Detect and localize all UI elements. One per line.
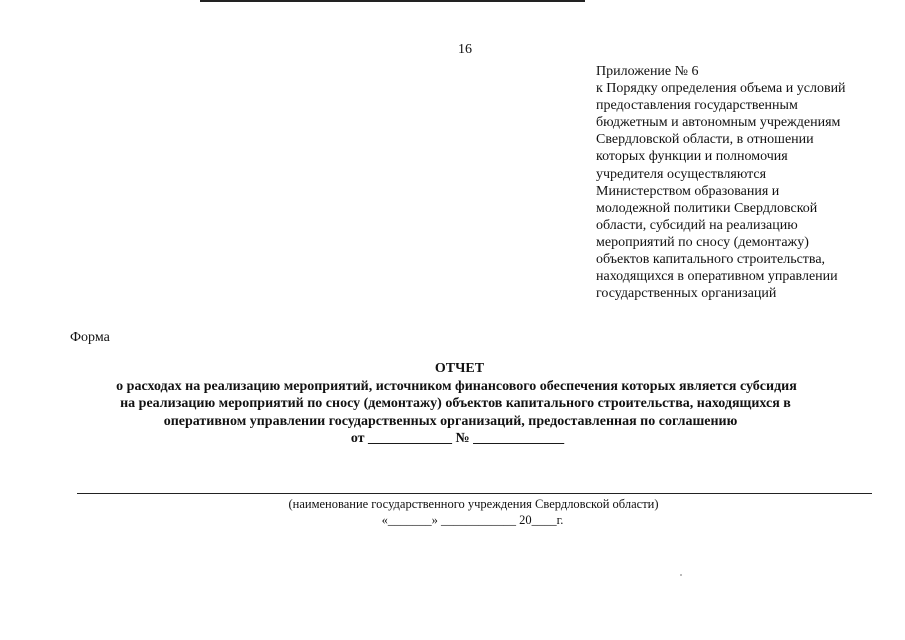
appendix-line: находящихся в оперативном управлении: [596, 269, 838, 285]
appendix-line: мероприятий по сносу (демонтажу): [596, 234, 809, 250]
top-border-line: [200, 0, 585, 2]
appendix-line: молодежной политики Свердловской: [596, 200, 818, 216]
form-label: Форма: [70, 330, 110, 345]
appendix-line: объектов капитального строительства,: [596, 252, 826, 268]
page-number: 16: [458, 42, 472, 57]
appendix-line: предоставления государственным: [596, 98, 798, 114]
appendix-line: которых функции и полномочия: [596, 149, 788, 165]
report-date-line: [0, 513, 905, 528]
institution-name-field-line: [77, 493, 872, 494]
appendix-line: бюджетным и автономным учреждениям: [596, 115, 841, 131]
appendix-line: Приложение № 6: [596, 64, 699, 79]
report-title: ОТЧЕТ: [434, 361, 485, 376]
institution-name-caption: [0, 497, 905, 512]
appendix-line: Свердловской области, в отношении: [596, 132, 814, 148]
appendix-note: [596, 63, 891, 302]
appendix-line: к Порядку определения объема и условий: [596, 81, 846, 97]
appendix-line: Министерством образования и: [596, 183, 780, 199]
report-subtitle-line: о расходах на реализацию мероприятий, источником финансового обеспечения которых является субсидия: [116, 378, 797, 394]
report-subtitle-line: на реализацию мероприятий по сносу (демонтажу) объектов капитального строительства, находящихся в: [120, 396, 791, 411]
institution-name-caption-text: (наименование государственного учреждения Свердловской области): [288, 497, 659, 511]
appendix-line: государственных организаций: [596, 286, 777, 302]
agreement-date-number-line: от ____________ № _____________: [350, 431, 565, 446]
report-date-text: «_______» ____________ 20____г.: [381, 513, 564, 527]
report-subtitle-line: оперативном управлении государственных организаций, предоставленная по соглашению: [163, 413, 738, 429]
appendix-line: области, субсидий на реализацию: [596, 217, 798, 233]
scan-speck: [680, 574, 682, 576]
appendix-line: учредителя осуществляются: [596, 166, 767, 182]
report-heading: [0, 360, 905, 448]
